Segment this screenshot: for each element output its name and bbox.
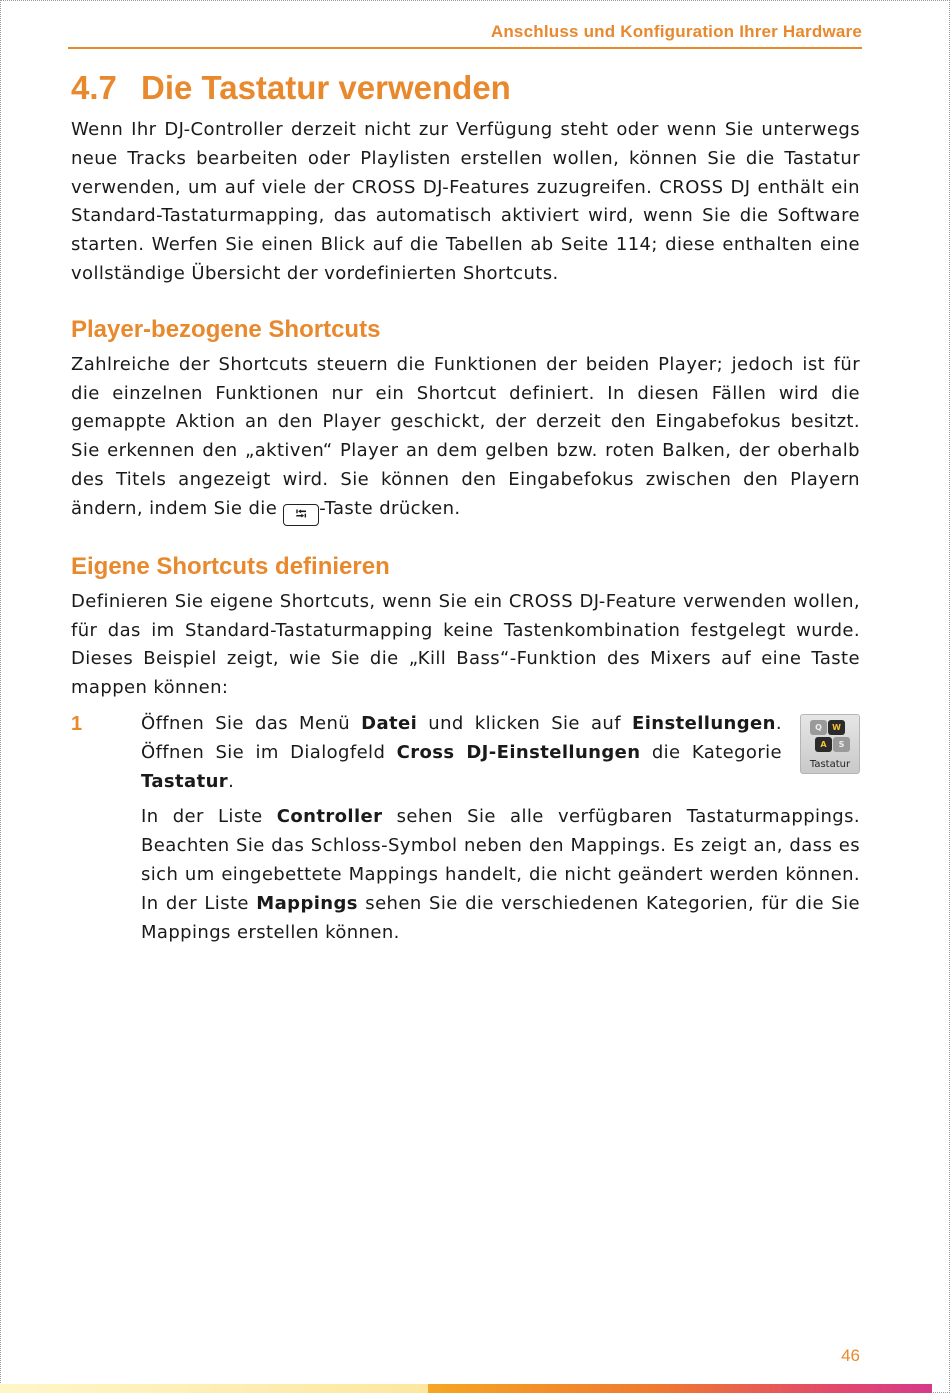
- menu-datei: Datei: [361, 712, 418, 734]
- footer-gradient-bar: [428, 1384, 932, 1393]
- footer-strip-left: [0, 1384, 428, 1393]
- player-shortcuts-paragraph: [71, 351, 860, 526]
- category-tastatur: Tastatur: [141, 770, 229, 792]
- section-title: [71, 64, 860, 112]
- running-head: Anschluss und Konfiguration Ihrer Hardware: [490, 22, 862, 41]
- step-p2-text-1: In der Liste: [141, 806, 277, 828]
- keyboard-icon: [800, 714, 860, 774]
- step-text-3: . Öffnen Sie im Dialogfeld: [141, 712, 783, 763]
- section-number: 4.7: [71, 69, 117, 106]
- step-explanation: [141, 803, 860, 947]
- step-text-2: und klicken Sie auf: [417, 712, 632, 734]
- step-number: 1: [71, 712, 83, 735]
- custom-shortcuts-heading: Eigene Shortcuts definieren: [71, 552, 390, 580]
- key-q: Q: [810, 720, 827, 735]
- step-instruction: [141, 710, 860, 796]
- step-p2-text-2: sehen Sie alle verfügbaren Tastaturmappings. Beachten Sie das Schloss-Symbol neben den Mappings. Es zeigt an, dass es sich um eingebettete Mappings handelt, die nicht geändert werden können. In der Liste: [141, 806, 860, 914]
- player-shortcuts-heading: Player-bezogene Shortcuts: [71, 315, 381, 343]
- header-rule: [68, 47, 862, 49]
- player-text-after-key: -Taste drücken.: [319, 497, 461, 519]
- step-1: [71, 710, 860, 947]
- key-s: S: [833, 737, 850, 752]
- key-w: W: [828, 720, 845, 735]
- menu-einstellungen: Einstellungen: [632, 712, 776, 734]
- tab-key-icon: ⭾: [283, 504, 319, 526]
- step-text-4: die Kategorie: [640, 741, 782, 763]
- page-content: [71, 64, 860, 947]
- keyboard-icon-label: Tastatur: [809, 758, 851, 770]
- custom-shortcuts-paragraph: Definieren Sie eigene Shortcuts, wenn Sie ein CROSS DJ-Feature verwenden wollen, für das im Standard-Tastaturmapping keine Tastenkombination festgelegt wurde. Dieses Beispiel zeigt, wie Sie die „Kill Bass“-Funktion des Mixers auf eine Taste mappen können:: [71, 590, 860, 699]
- dialog-cross-dj-einstellungen: Cross DJ-Einstellungen: [396, 741, 641, 763]
- list-mappings: Mappings: [256, 892, 358, 914]
- page-number: 46: [841, 1346, 860, 1365]
- player-text-before-key: Zahlreiche der Shortcuts steuern die Funktionen der beiden Player; jedoch ist für die einzelnen Funktionen nur ein Shortcut definiert. In diesen Fällen wird die gemappte Aktion an den Player geschickt, der derzeit den Eingabefokus besitzt. Sie erkennen den „aktiven“ Player an dem gelben bzw. roten Balken, der oberhalb des Titels angezeigt wird. Sie können den Eingabefokus zwischen den Playern ändern, indem Sie die: [71, 353, 860, 519]
- step-p2-text-3: sehen Sie die verschiedenen Kategorien, für die Sie Mappings erstellen können.: [141, 892, 860, 943]
- step-text-1: Öffnen Sie das Menü: [141, 712, 362, 734]
- step-body: [141, 710, 860, 947]
- step-text-5: .: [228, 770, 235, 792]
- list-controller: Controller: [276, 806, 383, 828]
- section-title-text: Die Tastatur verwenden: [141, 69, 511, 106]
- intro-paragraph: Wenn Ihr DJ-Controller derzeit nicht zur Verfügung steht oder wenn Sie unterwegs neue Tracks bearbeiten oder Playlisten erstellen wollen, können Sie die Tastatur verwenden, um auf viele der CROSS DJ-Features zuzugreifen. CROSS DJ enthält ein Standard-Tastaturmapping, das automatisch aktiviert wird, wenn Sie die Software starten. Werfen Sie einen Blick auf die Tabellen ab Seite 114; diese enthalten eine vollständige Übersicht der vordefinierten Shortcuts.: [71, 119, 860, 284]
- key-a: A: [815, 737, 832, 752]
